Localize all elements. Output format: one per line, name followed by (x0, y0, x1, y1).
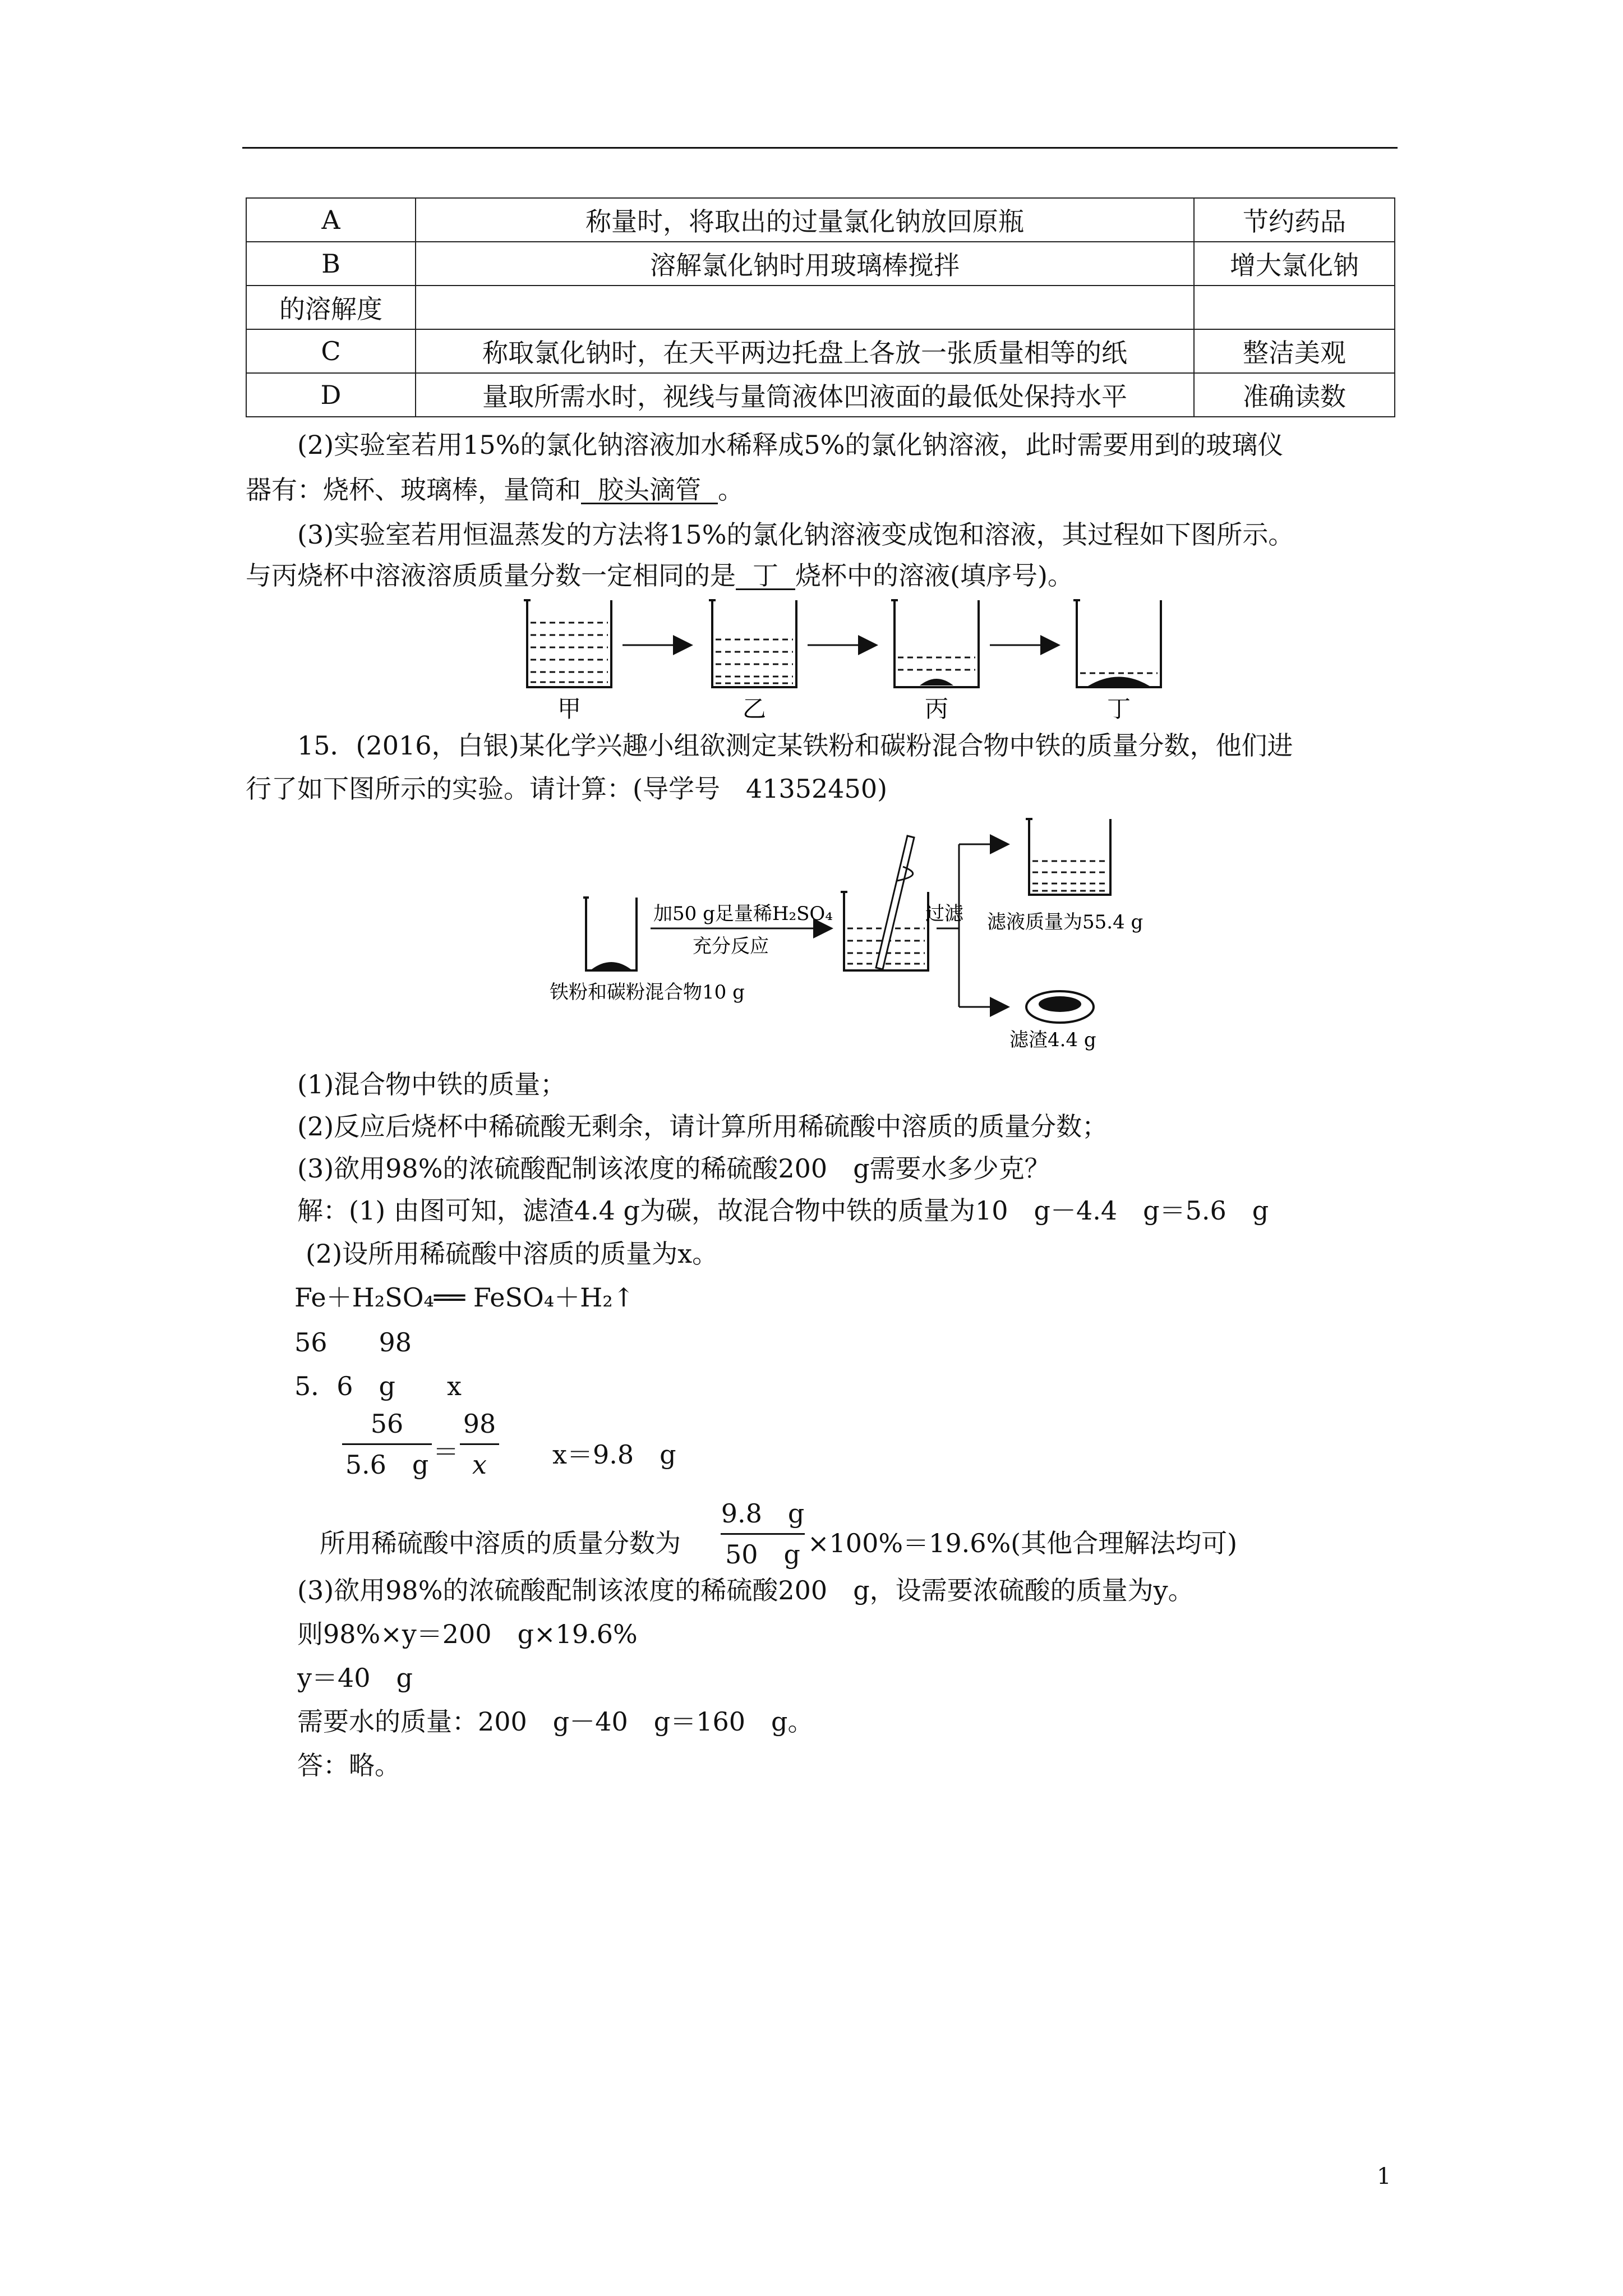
fraction-denominator: x (472, 1450, 487, 1480)
q2-line-1: (2)实验室若用15%的氯化钠溶液加水稀释成5%的氯化钠溶液，此时需要用到的玻璃仪 (297, 430, 1284, 460)
filter-label: 过滤 (925, 903, 963, 925)
fraction-numerator: 56 (370, 1409, 404, 1439)
option-purpose: 整洁美观 (1194, 329, 1395, 373)
table-row (246, 329, 1395, 373)
beaker-bing (891, 600, 979, 687)
solution-answer: 答：略。 (297, 1750, 400, 1780)
reagent-label: 加50 g足量稀H₂SO₄ (653, 903, 833, 925)
q15-line-1: 15．(2016，白银)某化学兴趣小组欲测定某铁粉和碳粉混合物中铁的质量分数，他们进 (297, 730, 1293, 761)
q2-text-end: 。 (718, 475, 744, 505)
fraction-numerator: 9.8 g (721, 1498, 805, 1529)
options-table (246, 197, 1395, 417)
mixture-beaker (583, 898, 637, 970)
react-label: 充分反应 (693, 935, 769, 958)
beaker-label: 丙 (924, 695, 949, 723)
fraction-denominator: 50 g (725, 1539, 800, 1570)
fraction-numerator: 98 (463, 1409, 496, 1439)
table-row (246, 286, 1395, 329)
option-operation (416, 286, 1194, 329)
q3-answer-blank: 丁 (736, 563, 795, 590)
solution-step-1: 解：(1) 由图可知，滤渣4.4 g为碳，故混合物中铁的质量为10 g－4.4 g＝5.6 g (297, 1195, 1269, 1226)
beaker-yi (709, 600, 796, 687)
equals-sign: ＝ (433, 1437, 459, 1467)
percent-result: ×100%＝19.6%(其他合理解法均可) (808, 1528, 1238, 1558)
q15-sub-3: (3)欲用98%的浓硫酸配制该浓度的稀硫酸200 g需要水多少克？ (297, 1153, 1050, 1184)
option-operation: 量取所需水时，视线与量筒液体凹液面的最低处保持水平 (416, 373, 1194, 417)
solution-step-4: 则98%×y＝200 g×19.6% (297, 1619, 638, 1649)
residue-label: 滤渣4.4 g (1009, 1029, 1096, 1051)
q2-line-2 (246, 477, 744, 504)
option-label: D (246, 373, 416, 417)
solution-step-3: (3)欲用98%的浓硫酸配制该浓度的稀硫酸200 g，设需要浓硫酸的质量为y。 (297, 1575, 1194, 1605)
fraction-percent (721, 1498, 805, 1570)
table-row (246, 373, 1395, 417)
option-purpose (1194, 286, 1395, 329)
option-operation: 称量时，将取出的过量氯化钠放回原瓶 (416, 198, 1194, 242)
q15-sub-1: (1)混合物中铁的质量； (297, 1069, 566, 1099)
option-purpose: 节约药品 (1194, 198, 1395, 242)
option-label: C (246, 329, 416, 373)
mixture-label: 铁粉和碳粉混合物10 g (550, 981, 745, 1004)
option-label: B (246, 242, 416, 286)
q2-answer-blank: 胶头滴管 (581, 477, 718, 504)
option-purpose: 增大氯化钠 (1194, 242, 1395, 286)
q3-text-end: 烧杯中的溶液(填序号)。 (795, 560, 1073, 591)
option-label: A (246, 198, 416, 242)
fraction-56 (342, 1411, 432, 1478)
q15-sub-2: (2)反应后烧杯中稀硫酸无剩余，请计算所用稀硫酸中溶质的质量分数； (297, 1111, 1108, 1142)
evaporation-diagram (505, 589, 1234, 724)
solution-step-5: y＝40 g (297, 1663, 413, 1693)
table-row (246, 242, 1395, 286)
beaker-label: 甲 (557, 695, 582, 723)
q3-text: 与丙烧杯中溶液溶质质量分数一定相同的是 (246, 560, 736, 591)
q3-line-2 (246, 560, 1073, 591)
beaker-label: 丁 (1106, 695, 1131, 723)
filtrate-beaker (1026, 819, 1110, 895)
table-row (246, 198, 1395, 242)
option-operation: 溶解氯化钠时用玻璃棒搅拌 (416, 242, 1194, 286)
fraction-denominator: 5.6 g (345, 1450, 429, 1480)
reaction-beaker (841, 836, 928, 970)
option-label: 的溶解度 (246, 286, 416, 329)
percent-text: 所用稀硫酸中溶质的质量分数为 (320, 1528, 681, 1558)
option-operation: 称取氯化钠时，在天平两边托盘上各放一张质量相等的纸 (416, 329, 1194, 373)
reaction-equation: Fe＋H₂SO₄══ FeSO₄＋H₂↑ (294, 1282, 635, 1313)
page-number: 1 (1377, 2164, 1391, 2189)
residue-dish (1026, 991, 1094, 1023)
beaker-label: 乙 (742, 695, 767, 723)
molar-mass-line: 56 98 (294, 1327, 412, 1358)
solution-step-2: (2)设所用稀硫酸中溶质的质量为x。 (306, 1239, 718, 1269)
option-purpose: 准确读数 (1194, 373, 1395, 417)
beaker-ding (1073, 600, 1161, 687)
q3-line-1: (3)实验室若用恒温蒸发的方法将15%的氯化钠溶液变成饱和溶液，其过程如下图所示。 (297, 519, 1294, 550)
solution-step-6: 需要水的质量：200 g－40 g＝160 g。 (297, 1706, 814, 1737)
beaker-jia (524, 600, 611, 687)
x-result: x＝9.8 g (552, 1439, 676, 1470)
q15-line-2: 行了如下图所示的实验。请计算：(导学号 41352450) (246, 774, 888, 804)
filtrate-label: 滤液质量为55.4 g (987, 911, 1144, 933)
header-rule (242, 147, 1398, 149)
mass-line: 5．6 g x (294, 1371, 462, 1401)
experiment-diagram (533, 808, 1178, 1055)
q2-text: 器有：烧杯、玻璃棒，量筒和 (246, 475, 581, 505)
fraction-98 (460, 1411, 499, 1478)
